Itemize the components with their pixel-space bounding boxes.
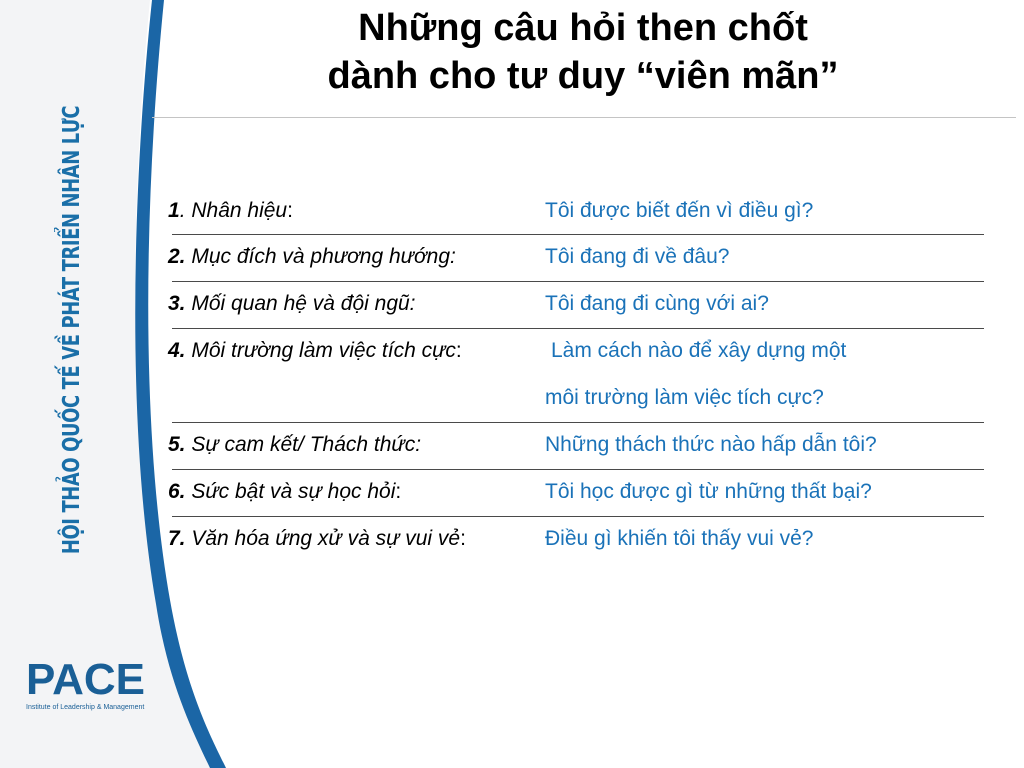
- item-number: 5.: [168, 433, 186, 456]
- topic-text: Sự cam kết/ Thách thức:: [185, 433, 422, 456]
- item-number: 1: [168, 199, 180, 222]
- pace-logo: [26, 655, 146, 711]
- item-number: 3.: [168, 292, 186, 315]
- topic-label: [168, 198, 293, 224]
- page-title: [150, 4, 1016, 100]
- topic-text: Sức bật và sự học hỏi: [185, 480, 396, 503]
- question-text: Làm cách nào để xây dựng một: [551, 339, 847, 362]
- topic-colon: :: [460, 527, 466, 550]
- question-text: Tôi học được gì từ những thất bại?: [545, 480, 872, 503]
- question-text: Điều gì khiến tôi thấy vui vẻ?: [545, 527, 814, 550]
- item-number: 2.: [168, 245, 186, 268]
- topic-label: [168, 244, 456, 270]
- question-text: Tôi đang đi cùng với ai?: [545, 292, 769, 315]
- logo-wordmark: PACE: [26, 655, 145, 704]
- question-text: Tôi đang đi về đâu?: [545, 245, 730, 268]
- sidebar-background: [0, 0, 230, 768]
- row-divider: [172, 328, 984, 329]
- item-number: 4.: [168, 339, 186, 362]
- topic-label: [168, 432, 421, 458]
- title-line-1: Những câu hỏi then chốt: [358, 7, 808, 49]
- sidebar: [0, 0, 230, 768]
- row-divider: [172, 469, 984, 470]
- row-divider: [172, 516, 984, 517]
- item-separator: .: [179, 199, 186, 222]
- row-divider: [172, 281, 984, 282]
- item-number: 6.: [168, 480, 186, 503]
- row-divider: [172, 234, 984, 235]
- item-number: 7.: [168, 527, 186, 550]
- topic-label: [168, 291, 416, 317]
- question-text: Tôi được biết đến vì điều gì?: [545, 199, 814, 222]
- topic-text: Văn hóa ứng xử và sự vui vẻ: [185, 527, 461, 550]
- topic-label: [168, 479, 401, 505]
- topic-label: [168, 338, 462, 364]
- topic-label: [168, 526, 466, 552]
- row-divider: [172, 422, 984, 423]
- title-divider: [152, 117, 1016, 118]
- title-line-2: dành cho tư duy “viên mãn”: [327, 55, 839, 97]
- topic-text: Nhân hiệu: [185, 199, 288, 222]
- topic-colon: :: [395, 480, 402, 503]
- topic-colon: :: [455, 339, 462, 362]
- conference-title: HỘI THẢO QUỐC TẾ VỀ PHÁT TRIỂN NHÂN LỰC: [59, 105, 85, 555]
- topic-colon: :: [287, 199, 293, 222]
- topic-text: Môi trường làm việc tích cực: [185, 339, 456, 362]
- topic-text: Mục đích và phương hướng:: [185, 245, 456, 268]
- logo-tagline: Institute of Leadership & Management: [26, 704, 145, 711]
- question-text: Những thách thức nào hấp dẫn tôi?: [545, 433, 877, 456]
- topic-text: Mối quan hệ và đội ngũ:: [185, 292, 416, 315]
- question-text-continued: môi trường làm việc tích cực?: [545, 386, 824, 409]
